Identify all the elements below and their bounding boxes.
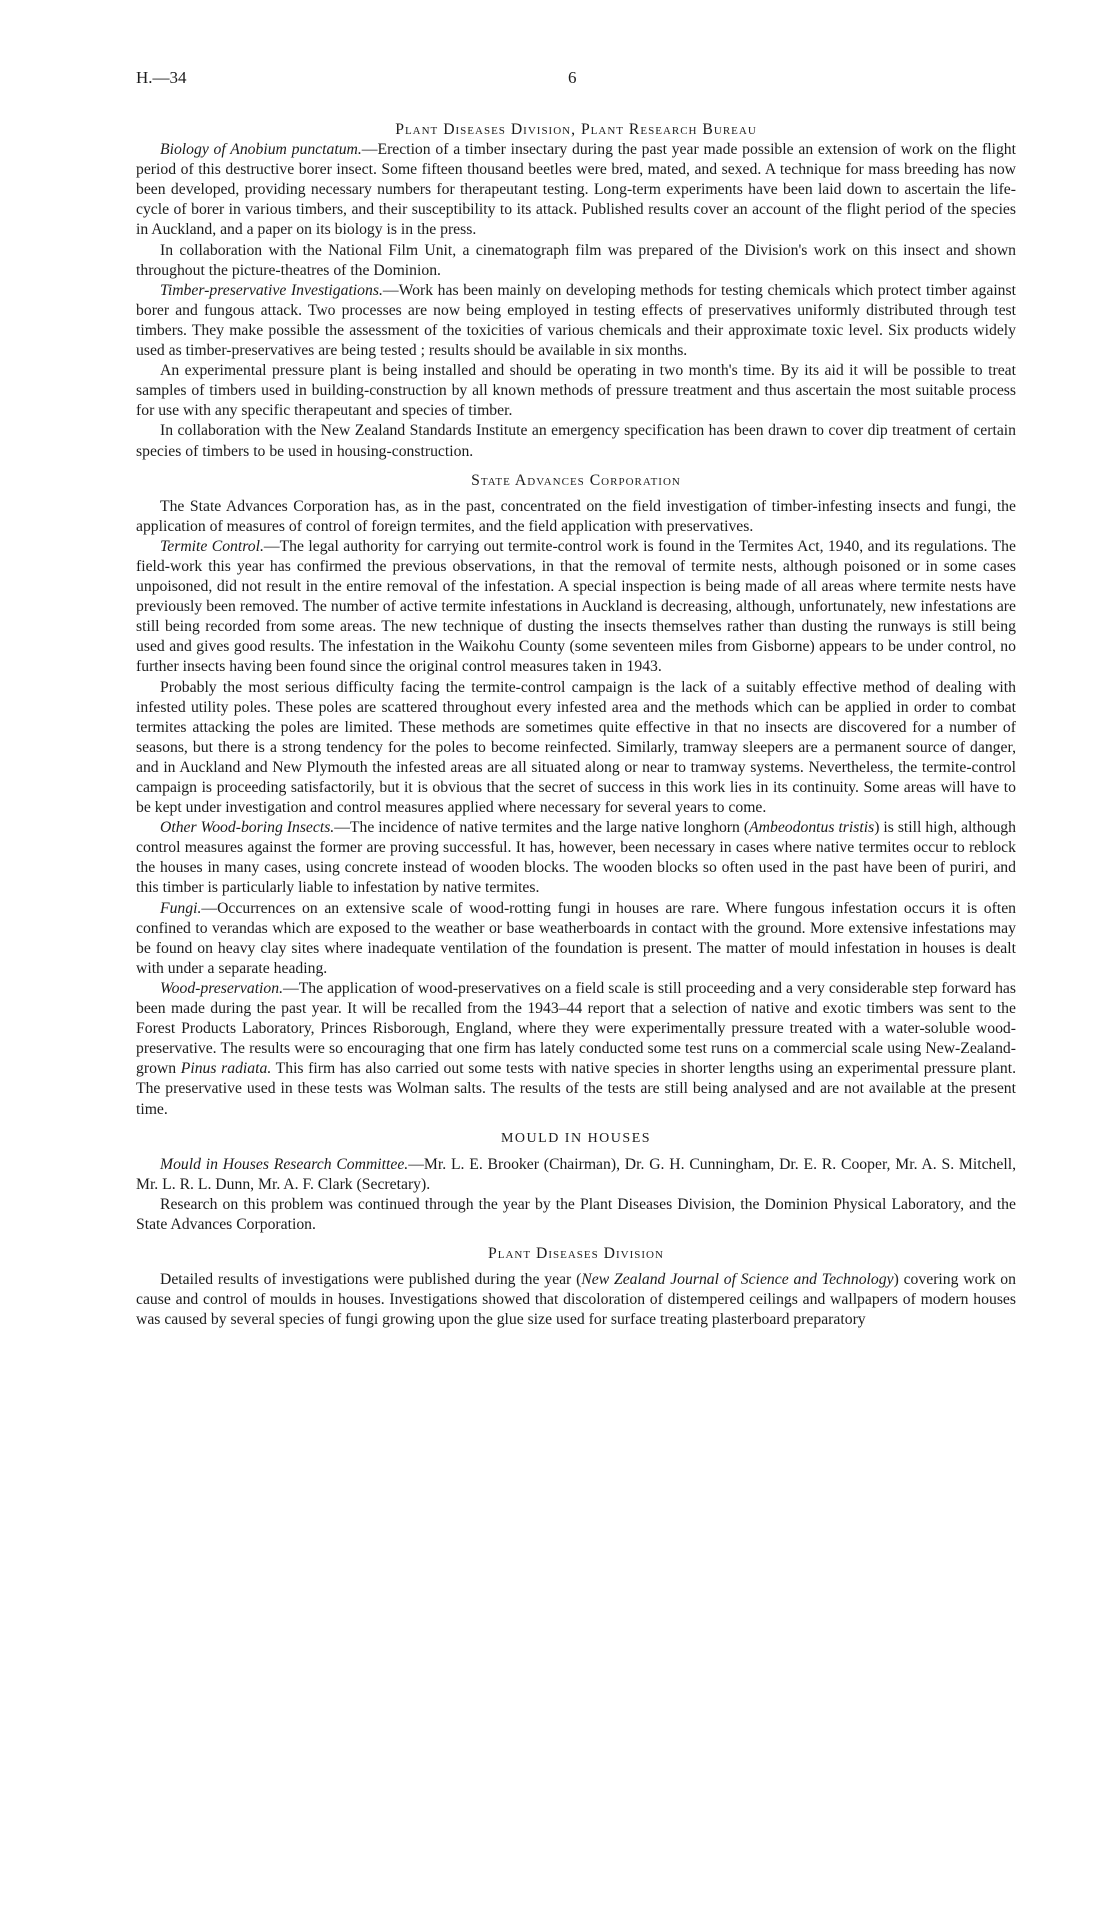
- journal-title: New Zealand Journal of Science and Technology: [581, 1271, 894, 1289]
- paragraph-lead: Biology of Anobium punctatum.: [160, 141, 362, 159]
- paragraph-text: ) is still high, although control measures against the former are proving successful. It has, however, been necessary in cases where native termites occur to reblock the houses in many cases, using concrete instead of wooden blocks. The wooden blocks so often used in the past have been of puriri, and this timber is particularly liable to infestation by native termites.: [136, 819, 1016, 897]
- paragraph-standards-institute: In collaboration with the New Zealand Standards Institute an emergency specification has been drawn to cover dip treatment of certain species of timbers to be used in housing-construction.: [136, 422, 1016, 460]
- paragraph-text: —The legal authority for carrying out termite-control work is found in the Termites Act, 1940, and its regulations. The field-work this year has confirmed the previous observations, in that the removal of termite nests, although poisoned or in some cases unpoisoned, did not result in the entire removal of the infestation. A special inspection is being made of all areas where termite nests have previously been removed. The number of active termite infestations in Auckland is decreasing, although, unfortunately, new infestations are still being recorded from some areas. The new technique of dusting the insects themselves rather than dusting the runways is still being used and gives good results. The infestation in the Waikohu County (some seventeen miles from Gisborne) appears to be under control, no further insects having been found since the original control measures taken in 1943.: [136, 537, 1016, 676]
- paragraph-text: —Erection of a timber insectary during the past year made possible an extension of work on the flight period of this destructive borer insect. Some fifteen thousand beetles were bred, mated, and sexed. A technique for mass breeding has now been developed, providing necessary numbers for therapeutant testing. Long-term experiments have been laid down to ascertain the life-cycle of borer in various timbers, and their susceptibility to its attack. Published results cover an account of the flight period of the species in Auckland, and a paper on its biology is in the press.: [136, 141, 1016, 239]
- page-number: 6: [568, 68, 577, 87]
- paragraph-wood-preservation: [136, 979, 1016, 1120]
- paragraph-lead: Fungi.: [160, 899, 202, 917]
- document-body: [136, 120, 1016, 1330]
- paragraph-text: —The incidence of native termites and the large native longhorn (: [334, 819, 750, 837]
- paragraph-detailed-results: [136, 1270, 1016, 1330]
- paragraph-lead: Timber-preservative Investigations.: [160, 281, 383, 299]
- paragraph-lead: Other Wood-boring Insects.: [160, 819, 335, 837]
- paragraph-state-advances-intro: The State Advances Corporation has, as in the past, concentrated on the field investigation of timber-infesting insects and fungi, the application of measures of control of foreign termites, and the field application with preservatives.: [136, 497, 1016, 535]
- species-name: Ambeodontus tristis: [749, 819, 875, 837]
- paragraph-lead: Wood-preservation.: [160, 979, 284, 997]
- paragraph-text: —Mr. L. E. Brooker (Chairman), Dr. G. H. Cunningham, Dr. E. R. Cooper, Mr. A. S. Mitchell, Mr. L. R. L. Dunn, Mr. A. F. Clark (Secretary).: [136, 1155, 1016, 1193]
- paragraph-termite-control: [136, 537, 1016, 678]
- paragraph-wood-boring-insects: [136, 818, 1016, 898]
- section-heading-plant-research-bureau: Plant Diseases Division, Plant Research Bureau: [395, 121, 757, 138]
- paragraph-timber-preservative: [136, 281, 1016, 361]
- paragraph-text: —The application of wood-preservatives on a field scale is still proceeding and a very considerable step forward has been made during the past year. It will be recalled from the 1943–44 report that a selection of native and exotic timbers was sent to the Forest Products Laboratory, Princes Risborough, England, where they were experimentally pressure treated with a water-soluble wood-preservative. The results were so encouraging that one firm has lately conducted some test runs on a commercial scale using New-Zealand-grown: [136, 979, 1016, 1078]
- section-heading-mould-in-houses: MOULD IN HOUSES: [500, 1130, 652, 1146]
- paragraph-text: This firm has also carried out some tests with native species in shorter lengths using an experimental pressure plant. The preservative used in these tests was Wolman salts. The results of the tests are still being analysed and are not available at the present time.: [136, 1060, 1016, 1118]
- running-header: [136, 68, 1016, 90]
- section-heading-plant-diseases-division: Plant Diseases Division: [488, 1245, 664, 1263]
- species-name: Pinus radiata.: [180, 1060, 272, 1078]
- paragraph-text: —Work has been mainly on developing methods for testing chemicals which protect timber against borer and fungous attack. Two processes are now being employed in testing effects of preservatives uniformly distributed through test timbers. They make possible the assessment of the toxicities of various chemicals and their approximate toxic level. Six products widely used as timber-preservatives are being tested ; results should be available in six months.: [136, 281, 1016, 360]
- paragraph-text: —Occurrences on an extensive scale of wood-rotting fungi in houses are rare. Where fungous infestation occurs it is often confined to verandas which are exposed to the weather or base weatherboards in contact with the ground. More extensive infestations may be found on heavy clay sites where inadequate ventilation of the foundation is present. The matter of mould infestation in houses is dealt with under a separate heading.: [136, 899, 1016, 977]
- paragraph-anobium: [136, 140, 1016, 240]
- paragraph-text: Detailed results of investigations were published during the year (: [160, 1271, 582, 1289]
- paragraph-lead: Mould in Houses Research Committee.: [160, 1155, 409, 1173]
- paragraph-lead: Termite Control.: [160, 537, 264, 555]
- section-heading-state-advances: State Advances Corporation: [471, 471, 681, 489]
- paragraph-utility-poles: Probably the most serious difficulty facing the termite-control campaign is the lack of a suitably effective method of dealing with infested utility poles. These poles are scattered throughout every infested area and the methods which can be applied in order to combat termites attacking the poles are limited. These methods are sometimes quite effective in that no insects are discovered for a number of seasons, but there is a strong tendency for the poles to become reinfected. Similarly, tramway sleepers are a permanent source of danger, and in Auckland and New Plymouth the infested areas are all situated along or near to tramway systems. Nevertheless, the termite-control campaign is proceeding satisfactorily, but it is obvious that the secret of success in this work lies in its continuity. Some areas will have to be kept under investigation and control measures applied where necessary for several years to come.: [136, 678, 1016, 817]
- paragraph-pressure-plant: An experimental pressure plant is being installed and should be operating in two month's time. By its aid it will be possible to treat samples of timbers used in building-construction by all known methods of pressure treatment and thus ascertain the most suitable process for use with any specific therapeutant and species of timber.: [136, 362, 1016, 420]
- paragraph-committee: [136, 1155, 1016, 1195]
- document-reference: H.—34: [136, 68, 187, 87]
- paragraph-film: In collaboration with the National Film Unit, a cinematograph film was prepared of the Division's work on this insect and shown throughout the picture-theatres of the Dominion.: [136, 241, 1016, 279]
- paragraph-fungi: [136, 899, 1016, 979]
- paragraph-mould-research: Research on this problem was continued through the year by the Plant Diseases Division, the Dominion Physical Laboratory, and the State Advances Corporation.: [136, 1195, 1016, 1233]
- paragraph-text: ) covering work on cause and control of moulds in houses. Investigations showed that discoloration of distempered ceilings and wallpapers of modern houses was caused by several species of fungi growing upon the glue size used for surface treating plasterboard preparatory: [136, 1271, 1016, 1329]
